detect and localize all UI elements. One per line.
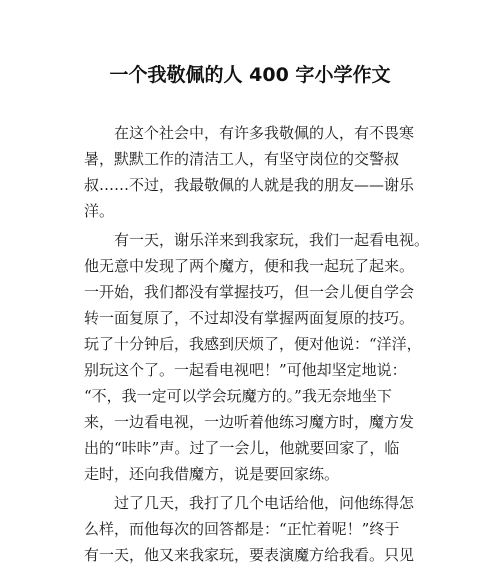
- paragraph-2-line-7: “不，我一定可以学会玩魔方的。”我无奈地坐下: [84, 387, 392, 405]
- paragraph-2-line-1: 有一天，谢乐洋来到我家玩，我们一起看电视。: [114, 231, 430, 249]
- paragraph-2-line-9: 出的“咔咔”声。过了一会儿，他就要回家了，临: [84, 439, 400, 457]
- paragraph-3-line-2: 么样，而他每次的回答都是：“正忙着呢！”终于: [84, 520, 400, 538]
- paragraph-3-line-3: 有一天，他又来我家玩，要表演魔方给我看。只见: [84, 546, 415, 564]
- paragraph-2-line-6: 别玩这个了。一起看电视吧！”可他却坚定地说：: [84, 361, 407, 379]
- paragraph-1-line-3: 叔……不过，我最敬佩的人就是我的朋友——谢乐: [84, 176, 415, 194]
- paragraph-2-line-5: 玩了十分钟后，我感到厌烦了，便对他说：“洋洋，: [84, 335, 422, 353]
- document-title: 一个我敬佩的人 400 字小学作文: [109, 64, 391, 86]
- paragraph-1-line-4: 洋。: [84, 202, 115, 220]
- paragraph-2-line-10: 走时，还向我借魔方，说是要回家练。: [84, 465, 340, 483]
- paragraph-1-line-1: 在这个社会中，有许多我敬佩的人，有不畏寒: [114, 124, 415, 142]
- paragraph-3-line-1: 过了几天，我打了几个电话给他，问他练得怎: [114, 494, 415, 512]
- paragraph-1-line-2: 暑，默默工作的清洁工人，有坚守岗位的交警叔: [84, 150, 400, 168]
- paragraph-2-line-4: 转一面复原了，不过却没有掌握两面复原的技巧。: [84, 309, 415, 327]
- paragraph-2-line-2: 他无意中发现了两个魔方，便和我一起玩了起来。: [84, 257, 415, 275]
- paragraph-2-line-8: 来，一边看电视，一边听着他练习魔方时，魔方发: [84, 413, 415, 431]
- paragraph-2-line-3: 一开始，我们都没有掌握技巧，但一会儿便自学会: [84, 283, 415, 301]
